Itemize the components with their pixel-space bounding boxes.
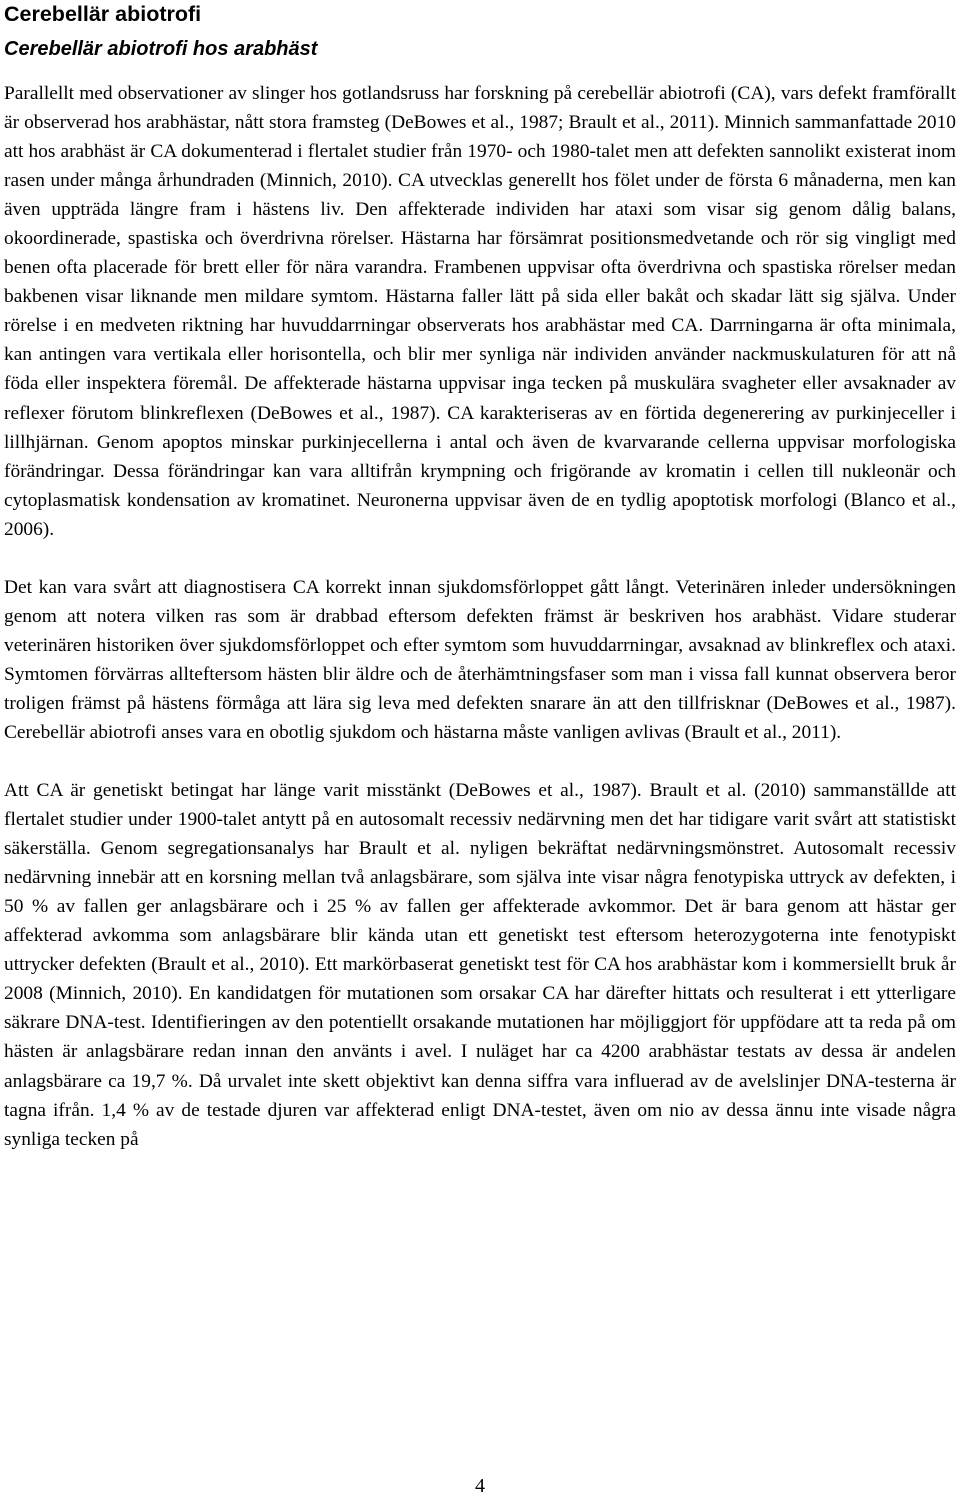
body-paragraph-3: Att CA är genetiskt betingat har länge varit misstänkt (DeBowes et al., 1987). Brault et al. (2010) sammanställde att flertalet studier under 1900-talet antytt på en autosomalt recessiv nedärvning men det har tidigare varit svårt att statistiskt säkerställa. Genom segregationsanalys har Brault et al. nyligen bekräftat nedärvningsmönstret. Autosomalt recessiv nedärvning innebär att en korsning mellan två anlagsbärare, som själva inte visar några fenotypiska uttryck av defekten, i 50 % av fallen ger anlagsbärare och i 25 % av fallen ger affekterade avkommor. Det är bara genom att hästar ger affekterad avkomma som anlagsbärare blir kända utan ett genetiskt test eftersom heterozygoterna inte fenotypiskt uttrycker defekten (Brault et al., 2010). Ett markörbaserat genetiskt test för CA hos arabhästar kom i kommersiellt bruk år 2008 (Minnich, 2010). En kandidatgen för mutationen som orsakar CA har därefter hittats och resulterat i ett ytterligare säkrare DNA-test. Identifieringen av den potentiellt orsakande mutationen har möjliggjort för uppfödare att ta reda på om hästen är anlagsbärare redan innan den använts i avel. I nuläget har ca 4200 arabhästar testats av dessa är andelen anlagsbärare ca 19,7 %. Då urvalet inte skett objektivt kan denna siffra vara influerad av de avelslinjer DNA-testerna är tagna ifrån. 1,4 % av de testade djuren var affekterad enligt DNA-testet, även om nio av dessa ännu inte visade några synliga tecken på — [4, 780, 956, 1150]
section-heading: Cerebellär abiotrofi — [4, 2, 202, 26]
body-paragraph-2: Det kan vara svårt att diagnostisera CA korrekt innan sjukdomsförloppet gått långt. Veterinären inleder undersökningen genom att notera vilken ras som är drabbad eftersom defekten främst är beskriven hos arabhäst. Vidare studerar veterinären historiken över sjukdomsförloppet och efter symtom som huvuddarrningar, avsaknad av blinkreflex och ataxi. Symtomen förvärras allteftersom hästen blir äldre och de återhämtningsfaser som man i vissa fall kunnat observera beror troligen främst på hästens förmåga att lära sig leva med defekten snarare än att den tillfrisknar (DeBowes et al., 1987). Cerebellär abiotrofi anses vara en obotlig sjukdom och hästarna måste vanligen avlivas (Brault et al., 2011). — [4, 576, 956, 743]
document-page — [4, 0, 956, 1154]
section-subheading: Cerebellär abiotrofi hos arabhäst — [4, 38, 318, 60]
page-number: 4 — [475, 1475, 485, 1497]
body-paragraph-1: Parallellt med observationer av slinger hos gotlandsruss har forskning på cerebellär abiotrofi (CA), vars defekt framförallt är observerad hos arabhästar, nått stora framsteg (DeBowes et al., 1987; Brault et al., 2011). Minnich sammanfattade 2010 att hos arabhäst är CA dokumenterad i flertalet studier från 1970- och 1980-talet men att defekten sannolikt existerat inom rasen under många århundraden (Minnich, 2010). CA utvecklas generellt hos fölet under de första 6 månaderna, men kan även uppträda längre fram i hästens liv. Den affekterade individen har ataxi som visar sig genom dålig balans, okoordinerade, spastiska och överdrivna rörelser. Hästarna har försämrat positionsmedvetande och rör sig vingligt med benen ofta placerade för brett eller för nära varandra. Frambenen uppvisar ofta överdrivna och spastiska rörelser medan bakbenen visar liknande men mildare symtom. Hästarna faller lätt på sida eller bakåt och skadar lätt sig själva. Under rörelse i en medveten riktning har huvuddarrningar observerats hos arabhästar med CA. Darrningarna är ofta minimala, kan antingen vara vertikala eller horisontella, och blir mer synliga när individen använder nackmuskulaturen för att nå föda eller inspektera föremål. De affekterade hästarna uppvisar inga tecken på muskulära svagheter eller avsaknader av reflexer förutom blinkreflexen (DeBowes et al., 1987). CA karakteriseras av en förtida degenerering av purkinjeceller i lillhjärnan. Genom apoptos minskar purkinjecellerna i antal och även de kvarvarande cellerna uppvisar morfologiska förändringar. Dessa förändringar kan vara alltifrån krympning och frigörande av kromatin i cellen till nukleonär och cytoplasmatisk kondensation av kromatinet. Neuronerna uppvisar även de en tydlig apoptotisk morfologi (Blanco et al., 2006). — [4, 83, 956, 540]
